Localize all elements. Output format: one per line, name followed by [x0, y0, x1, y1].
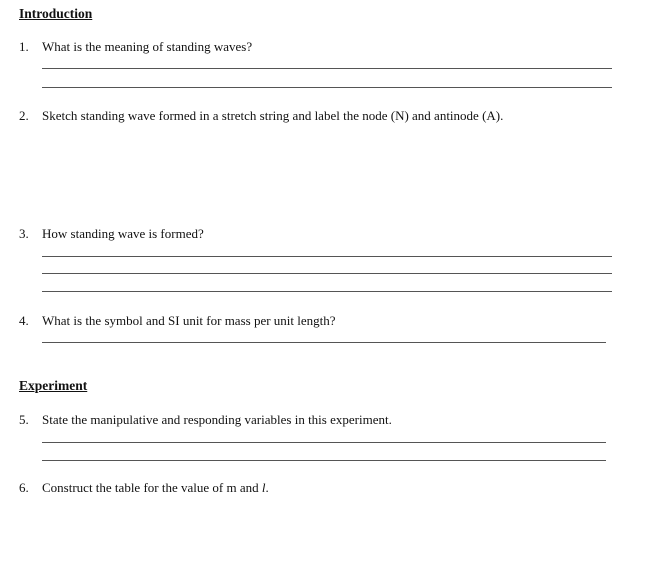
question-text-prefix: Construct the table for the value of m and [42, 480, 262, 495]
question-number: 5. [19, 412, 29, 427]
question-number: 4. [19, 313, 29, 328]
question-number: 1. [19, 39, 29, 54]
question-number: 6. [19, 480, 29, 495]
answer-line [42, 442, 606, 443]
question-text: What is the meaning of standing waves? [42, 39, 253, 54]
question-text: Sketch standing wave formed in a stretch string and label the node (N) and antinode (A). [42, 108, 504, 123]
answer-line [42, 342, 606, 343]
answer-line [42, 273, 612, 274]
question-text-suffix: . [265, 480, 269, 495]
question-6 [19, 480, 269, 496]
question-text: State the manipulative and responding variables in this experiment. [42, 412, 392, 427]
question-4 [19, 313, 336, 329]
question-number: 2. [19, 108, 29, 123]
question-5 [19, 412, 392, 428]
answer-line [42, 68, 612, 69]
section-heading-experiment: Experiment [19, 378, 88, 393]
section-heading-introduction: Introduction [19, 6, 93, 21]
question-text: How standing wave is formed? [42, 226, 204, 241]
question-2 [19, 108, 503, 124]
question-1 [19, 39, 252, 55]
answer-line [42, 291, 612, 292]
answer-line [42, 256, 612, 257]
answer-line [42, 87, 612, 88]
question-number: 3. [19, 226, 29, 241]
question-text [42, 480, 269, 495]
length-variable: l [261, 480, 266, 495]
answer-line [42, 460, 606, 461]
question-3 [19, 226, 204, 242]
question-text: What is the symbol and SI unit for mass per unit length? [42, 313, 336, 328]
